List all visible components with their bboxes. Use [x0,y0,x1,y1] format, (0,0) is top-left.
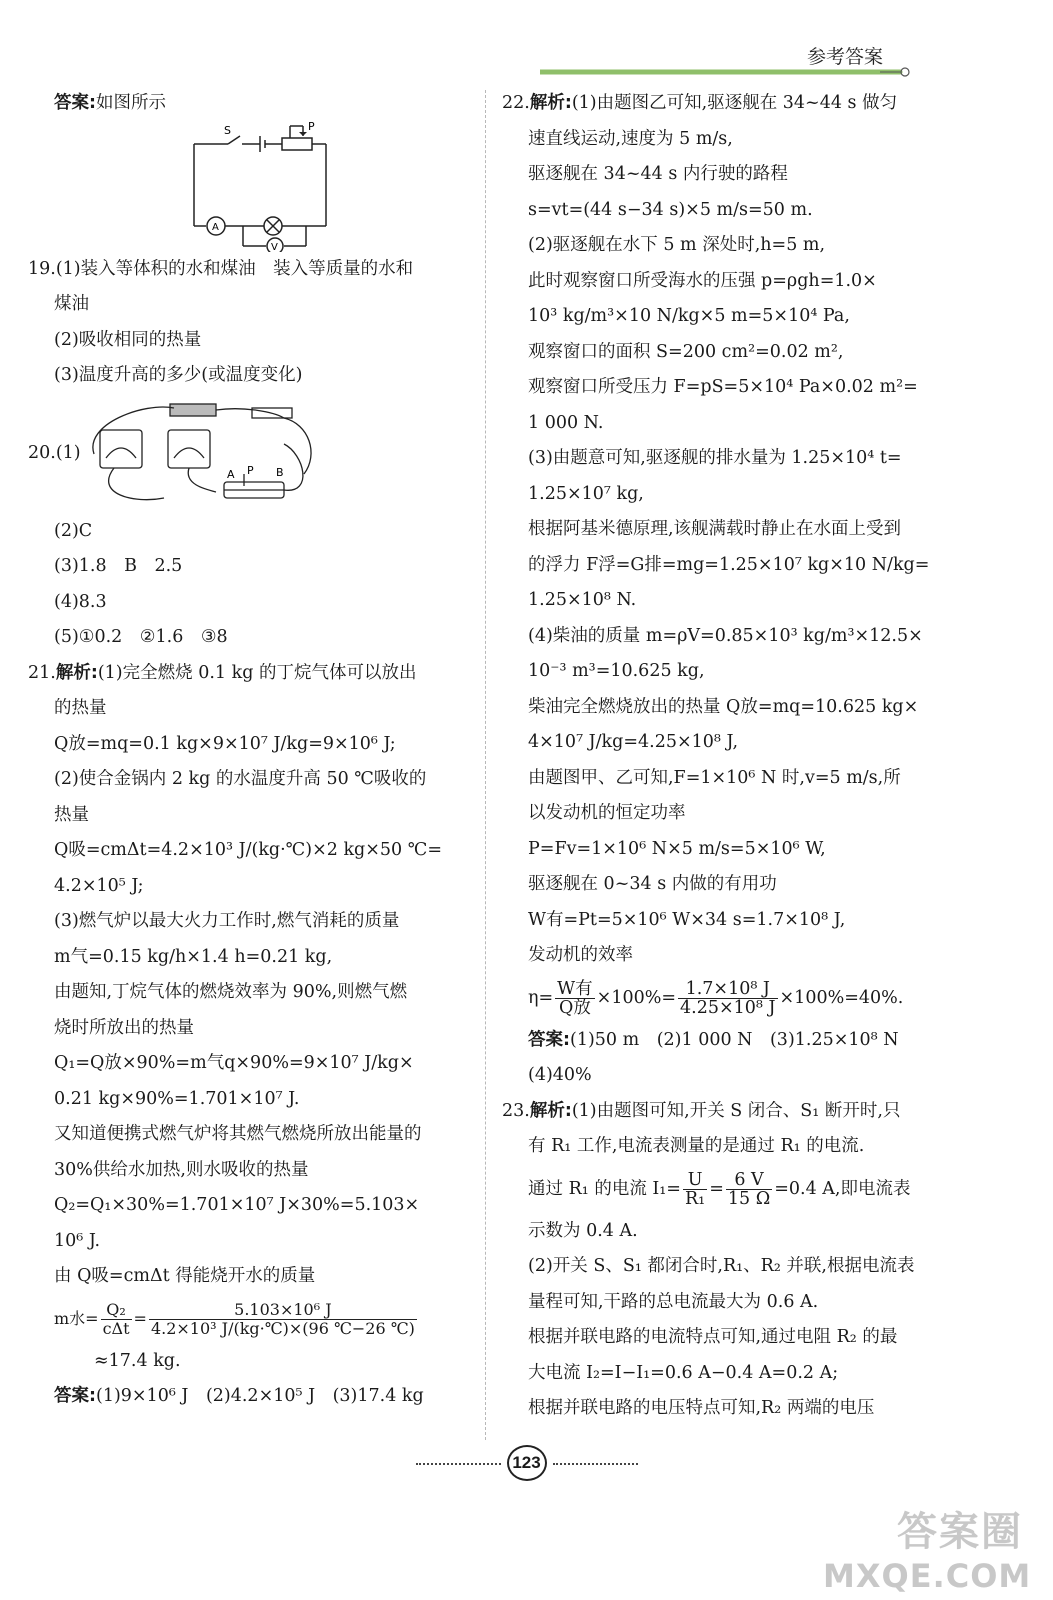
answer-label: 答案: [54,93,96,113]
q23-number: 23. [502,1100,530,1121]
q22-line-18: 柴油完全燃烧放出的热量 Q放=mq=10.625 kg× [528,696,919,717]
q22-line-3: 驱逐舰在 34~44 s 内行驶的路程 [528,164,788,184]
q21-line-2: 的热量 [54,698,107,718]
q19-line-4: (3)温度升高的多少(或温度变化) [54,365,303,385]
q20-label-p: P [247,463,254,477]
q22-frac2-num: 1.7×10⁸ J [678,980,778,999]
q21-line-15: 30%供给水加热,则水吸收的热量 [54,1159,309,1180]
q21-line-13: 0.21 kg×90%=1.701×10⁷ J. [54,1088,300,1109]
q22-answer-line-2: (4)40% [528,1065,592,1085]
q23-line-9: 根据并联电路的电压特点可知,R₂ 两端的电压 [528,1398,875,1418]
q23-current-text: 通过 R₁ 的电流 I₁= [528,1178,681,1199]
q22-line-13: 根据阿基米德原理,该舰满载时静止在水面上受到 [528,519,902,539]
q22-fraction-1 [555,980,595,1017]
q22-line-10: 1 000 N. [528,412,604,433]
q21-line-14: 又知道便携式燃气炉将其燃气燃烧所放出能量的 [54,1124,422,1144]
page-number: 123 [507,1445,547,1481]
q22-line-22: P=Fv=1×10⁶ N×5 m/s=5×10⁶ W, [528,838,826,859]
q21-frac2-num: 5.103×10⁶ J [149,1301,417,1320]
q21-line-11: 烧时所放出的热量 [54,1017,194,1038]
q21-line-8: (3)燃气炉以最大火力工作时,燃气消耗的质量 [54,911,400,931]
q21-analysis-label: 解析: [55,662,98,683]
q21-line-12: Q₁=Q放×90%=m气q×90%=9×10⁷ J/kg× [54,1053,414,1073]
q22-answer-line [502,1023,947,1059]
q18-answer-line [28,86,473,122]
q23-line-4: 示数为 0.4 A. [528,1220,638,1241]
q22-line-8: 观察窗口的面积 S=200 cm²=0.02 m², [528,341,844,362]
q21-line-3: Q放=mq=0.1 kg×9×10⁷ J/kg=9×10⁶ J; [54,733,396,754]
q21-frac1-den: cΔt [102,1318,130,1338]
q22-line-25: 发动机的效率 [528,945,633,965]
q22-line-11: (3)由题意可知,驱逐舰的排水量为 1.25×10⁴ t= [528,448,902,468]
answer-text: 如图所示 [96,93,166,113]
q20-line-4: (4)8.3 [54,591,107,612]
q21-line-19 [28,1295,473,1344]
q23-current-result: =0.4 A,即电流表 [774,1178,911,1199]
switch-label: S [224,123,231,137]
circuit-diagram [28,122,473,252]
q22-line-5: (2)驱逐舰在水下 5 m 深处时,h=5 m, [528,235,826,255]
q21-line-16: Q₂=Q₁×30%=1.701×10⁷ J×30%=5.103× [54,1195,420,1215]
voltmeter-label: V [271,241,278,252]
ammeter-label: A [212,221,219,233]
q21-fraction-1 [101,1301,132,1338]
q22-line-7: 10³ kg/m³×10 N/kg×5 m=5×10⁴ Pa, [528,306,850,326]
q21-line-17: 10⁶ J. [54,1230,101,1251]
column-divider [485,90,486,1440]
q22-line-4: s=vt=(44 s−34 s)×5 m/s=50 m. [528,199,813,220]
q20-label-b: B [276,465,284,479]
q22-number: 22. [502,93,530,113]
q23-line-3 [502,1165,947,1214]
left-column [28,86,473,1415]
q23-line-2: 有 R₁ 工作,电流表测量的是通过 R₁ 的电流. [528,1136,865,1156]
q20-line-2: (2)C [54,520,93,541]
q22-line-26 [502,974,947,1023]
q23-frac2-num: 6 V [726,1171,772,1190]
q21-line-18: 由 Q吸=cmΔt 得能烧开水的质量 [54,1266,316,1286]
q22-line-15: 1.25×10⁸ N. [528,590,637,610]
q22-answer-text-1: (1)50 m (2)1 000 N (3)1.25×10⁸ N [570,1029,899,1050]
q23-frac1-num: U [683,1171,707,1190]
q23-text-1: (1)由题图可知,开关 S 闭合、S₁ 断开时,只 [571,1100,901,1121]
footer-dots-right [553,1463,638,1465]
q20-circuit-figure [84,394,324,512]
q20-line-5: (5)①0.2 ②1.6 ③8 [54,627,228,647]
q22-answer-label: 答案: [528,1029,570,1050]
page-header-label: 参考答案 [806,46,883,68]
q21-frac1-num: Q₂ [101,1301,132,1320]
q22-line-17: 10⁻³ m³=10.625 kg, [528,661,705,681]
q21-mass-eq: = [133,1308,147,1328]
q22-analysis-label: 解析: [529,93,572,113]
q21-line-5: 热量 [54,804,89,825]
slider-label: P [308,121,315,133]
q21-line-1 [28,656,473,692]
q22-line-6: 此时观察窗口所受海水的压强 p=ρgh=1.0× [528,270,877,291]
q22-line-12: 1.25×10⁷ kg, [528,483,644,504]
q22-line-16: (4)柴油的质量 m=ρV=0.85×10³ kg/m³×12.5× [528,625,923,646]
q21-mass-lhs: m水= [54,1308,99,1328]
page-number-footer [0,1445,1053,1481]
q21-answer-label: 答案: [54,1386,96,1406]
q21-line-4: (2)使合金锅内 2 kg 的水温度升高 50 ℃吸收的 [54,769,427,789]
q22-line-14: 的浮力 F浮=G排=mg=1.25×10⁷ kg×10 N/kg= [528,554,930,575]
q21-answer-line [28,1379,473,1415]
q21-answer-text: (1)9×10⁶ J (2)4.2×10⁵ J (3)17.4 kg [96,1386,424,1406]
q22-line-23: 驱逐舰在 0~34 s 内做的有用功 [528,874,777,894]
q20-line-3: (3)1.8 B 2.5 [54,556,183,576]
q23-line-8: 大电流 I₂=I−I₁=0.6 A−0.4 A=0.2 A; [528,1362,839,1383]
q21-number: 21. [28,662,56,683]
q23-current-eq: = [709,1178,724,1199]
q22-eff-end: ×100%=40%. [779,987,904,1008]
q21-frac2-den: 4.2×10³ J/(kg·℃)×(96 ℃−26 ℃) [150,1318,415,1338]
q20-label: 20.(1) [28,442,81,463]
q22-fraction-2 [678,980,778,1017]
q22-eff-mid: ×100%= [596,987,677,1008]
q22-eff-lhs: η= [528,987,554,1008]
right-column [502,86,947,1427]
circuit-diagram-svg [28,122,473,252]
q21-line-9: m气=0.15 kg/h×1.4 h=0.21 kg, [54,946,333,967]
q22-line-20: 由题图甲、乙可知,F=1×10⁶ N 时,v=5 m/s,所 [528,767,901,788]
q20-label-a: A [227,467,235,481]
q21-text-1: (1)完全燃烧 0.1 kg 的丁烷气体可以放出 [97,662,417,683]
q22-line-9: 观察窗口所受压力 F=pS=5×10⁴ Pa×0.02 m²= [528,377,918,397]
q22-text-1: (1)由题图乙可知,驱逐舰在 34~44 s 做匀 [571,93,898,113]
q22-line-21: 以发动机的恒定功率 [528,803,686,823]
q19-line-2: 煤油 [54,294,89,314]
q23-frac2-den: 15 Ω [727,1188,771,1209]
header-decoration [540,66,920,78]
watermark-site: MXQE.COM [823,1557,1032,1595]
q21-line-20: ≈17.4 kg. [94,1350,181,1371]
q23-analysis-label: 解析: [529,1100,572,1121]
q19-line-1: 19.(1)装入等体积的水和煤油 装入等质量的水和 [28,258,414,279]
q21-line-7: 4.2×10⁵ J; [54,875,144,896]
q23-line-7: 根据并联电路的电流特点可知,通过电阻 R₂ 的最 [528,1327,898,1347]
watermark [823,1500,1032,1595]
watermark-logo-text: 答案圈 [897,1509,1023,1555]
q23-fraction-2 [726,1171,772,1208]
q22-line-2: 速直线运动,速度为 5 m/s, [528,128,733,149]
q23-line-5: (2)开关 S、S₁ 都闭合时,R₁、R₂ 并联,根据电流表 [528,1256,915,1276]
q21-fraction-2 [149,1301,417,1338]
q22-frac1-num: W有 [557,978,593,999]
q19-line-3: (2)吸收相同的热量 [54,329,202,350]
q23-frac1-den: R₁ [684,1188,706,1209]
q22-frac1-den: Q放 [558,997,591,1018]
q22-line-24: W有=Pt=5×10⁶ W×34 s=1.7×10⁸ J, [528,909,846,930]
q22-frac2-den: 4.25×10⁸ J [680,997,776,1018]
q23-line-6: 量程可知,干路的总电流最大为 0.6 A. [528,1291,819,1312]
footer-dots-left [416,1463,501,1465]
q21-line-10: 由题知,丁烷气体的燃烧效率为 90%,则燃气燃 [54,982,408,1002]
q23-line-1 [502,1094,947,1130]
q21-line-6: Q吸=cmΔt=4.2×10³ J/(kg·℃)×2 kg×50 ℃= [54,840,442,860]
q22-line-19: 4×10⁷ J/kg=4.25×10⁸ J, [528,732,739,752]
q22-line-1 [502,86,947,122]
q20-figure-row [28,394,473,514]
q23-fraction-1 [683,1171,707,1208]
